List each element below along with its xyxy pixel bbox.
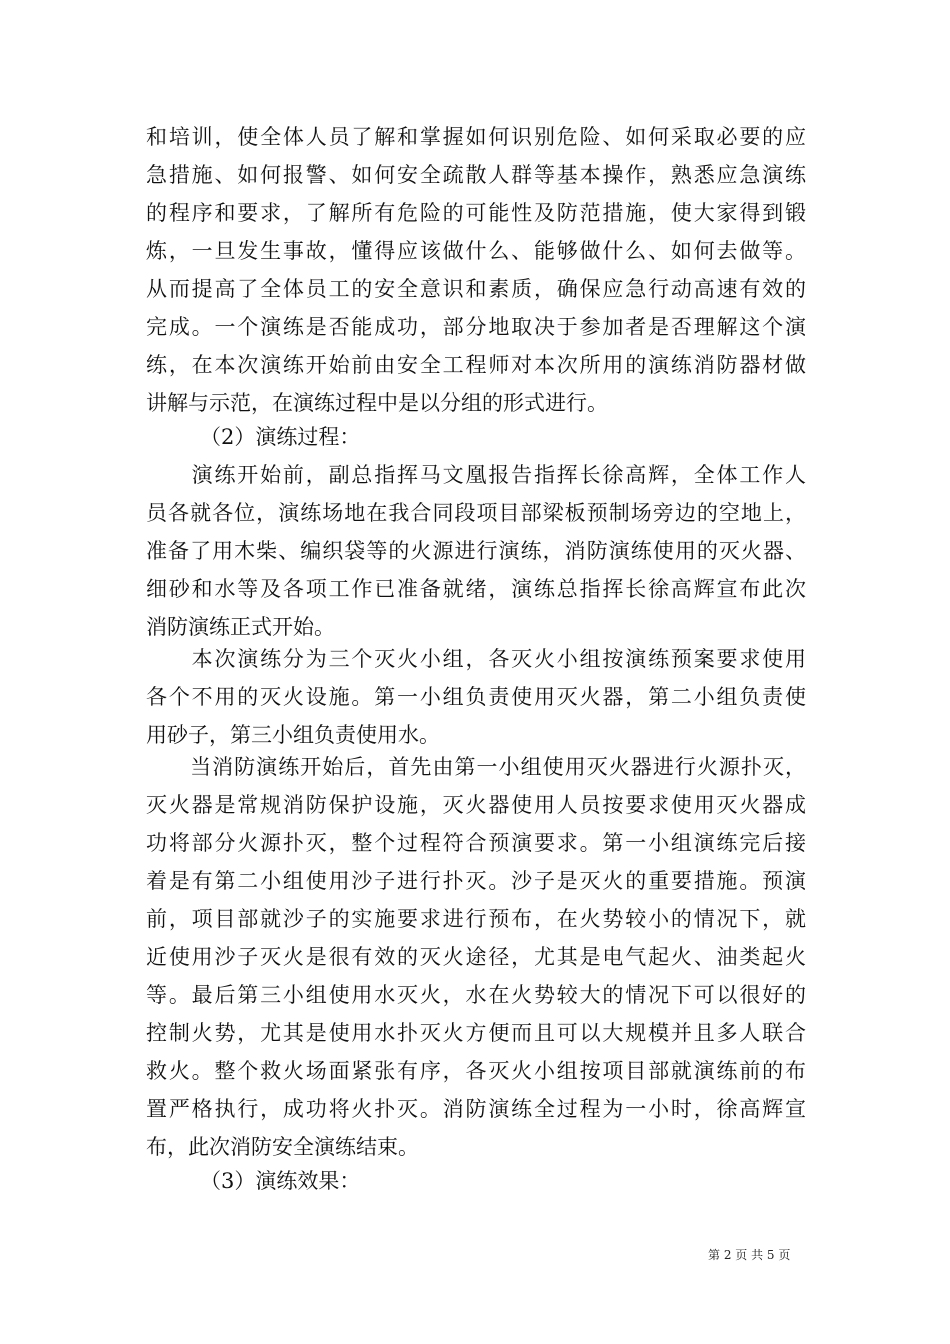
text-line: 和培训，使全体人员了解和掌握如何识别危险、如何采取必要的应 <box>146 125 806 149</box>
text-line: 演练开始前，副总指挥马文凰报告指挥长徐高辉，全体工作人 <box>146 463 806 487</box>
text-line: 救火。整个救火场面紧张有序，各灭火小组按项目部就演练前的布 <box>146 1059 806 1083</box>
text-line: 讲解与示范，在演练过程中是以分组的形式进行。 <box>146 391 608 415</box>
text-line: 灭火器是常规消防保护设施，灭火器使用人员按要求使用灭火器成 <box>146 793 806 817</box>
text-line: 控制火势，尤其是使用水扑灭火方便而且可以大规模并且多人联合 <box>146 1021 806 1045</box>
section-heading-process: （2）演练过程： <box>200 425 361 449</box>
text-line: 各个不用的灭火设施。第一小组负责使用灭火器，第二小组负责使 <box>146 685 806 709</box>
text-line: 前，项目部就沙子的实施要求进行预布，在火势较小的情况下，就 <box>146 907 806 931</box>
text-line: 细砂和水等及各项工作已准备就绪，演练总指挥长徐高辉宣布此次 <box>146 577 806 601</box>
page-number: 第 2 页 共 5 页 <box>708 1248 791 1262</box>
paragraph-intro <box>146 118 806 422</box>
text-line: 当消防演练开始后，首先由第一小组使用灭火器进行火源扑灭， <box>146 755 806 779</box>
text-line: 本次演练分为三个灭火小组，各灭火小组按演练预案要求使用 <box>146 647 806 671</box>
text-line: 练，在本次演练开始前由安全工程师对本次所用的演练消防器材做 <box>146 353 806 377</box>
text-line: 置严格执行，成功将火扑灭。消防演练全过程为一小时，徐高辉宣 <box>146 1097 806 1121</box>
text-line: 功将部分火源扑灭，整个过程符合预演要求。第一小组演练完后接 <box>146 831 806 855</box>
paragraph-execution <box>146 748 806 1166</box>
paragraph-groups <box>146 640 806 754</box>
text-line: 用砂子，第三小组负责使用水。 <box>146 723 440 747</box>
text-line: 着是有第二小组使用沙子进行扑灭。沙子是灭火的重要措施。预演 <box>146 869 806 893</box>
text-line: 完成。一个演练是否能成功，部分地取决于参加者是否理解这个演 <box>146 315 806 339</box>
text-line: 等。最后第三小组使用水灭火，水在火势较大的情况下可以很好的 <box>146 983 806 1007</box>
text-line: 炼，一旦发生事故，懂得应该做什么、能够做什么、如何去做等。 <box>146 239 806 263</box>
section-heading-effect: （3）演练效果： <box>200 1169 361 1193</box>
text-line: 的程序和要求，了解所有危险的可能性及防范措施，使大家得到锻 <box>146 201 806 225</box>
paragraph-process <box>146 456 806 646</box>
text-line: 从而提高了全体员工的安全意识和素质，确保应急行动高速有效的 <box>146 277 806 301</box>
text-line: 近使用沙子灭火是很有效的灭火途径，尤其是电气起火、油类起火 <box>146 945 806 969</box>
text-line: 消防演练正式开始。 <box>146 615 335 639</box>
text-line: 布，此次消防安全演练结束。 <box>146 1135 419 1159</box>
text-line: 急措施、如何报警、如何安全疏散人群等基本操作，熟悉应急演练 <box>146 163 806 187</box>
text-line: 员各就各位，演练场地在我合同段项目部梁板预制场旁边的空地上， <box>146 501 806 525</box>
text-line: 准备了用木柴、编织袋等的火源进行演练，消防演练使用的灭火器、 <box>146 539 806 563</box>
